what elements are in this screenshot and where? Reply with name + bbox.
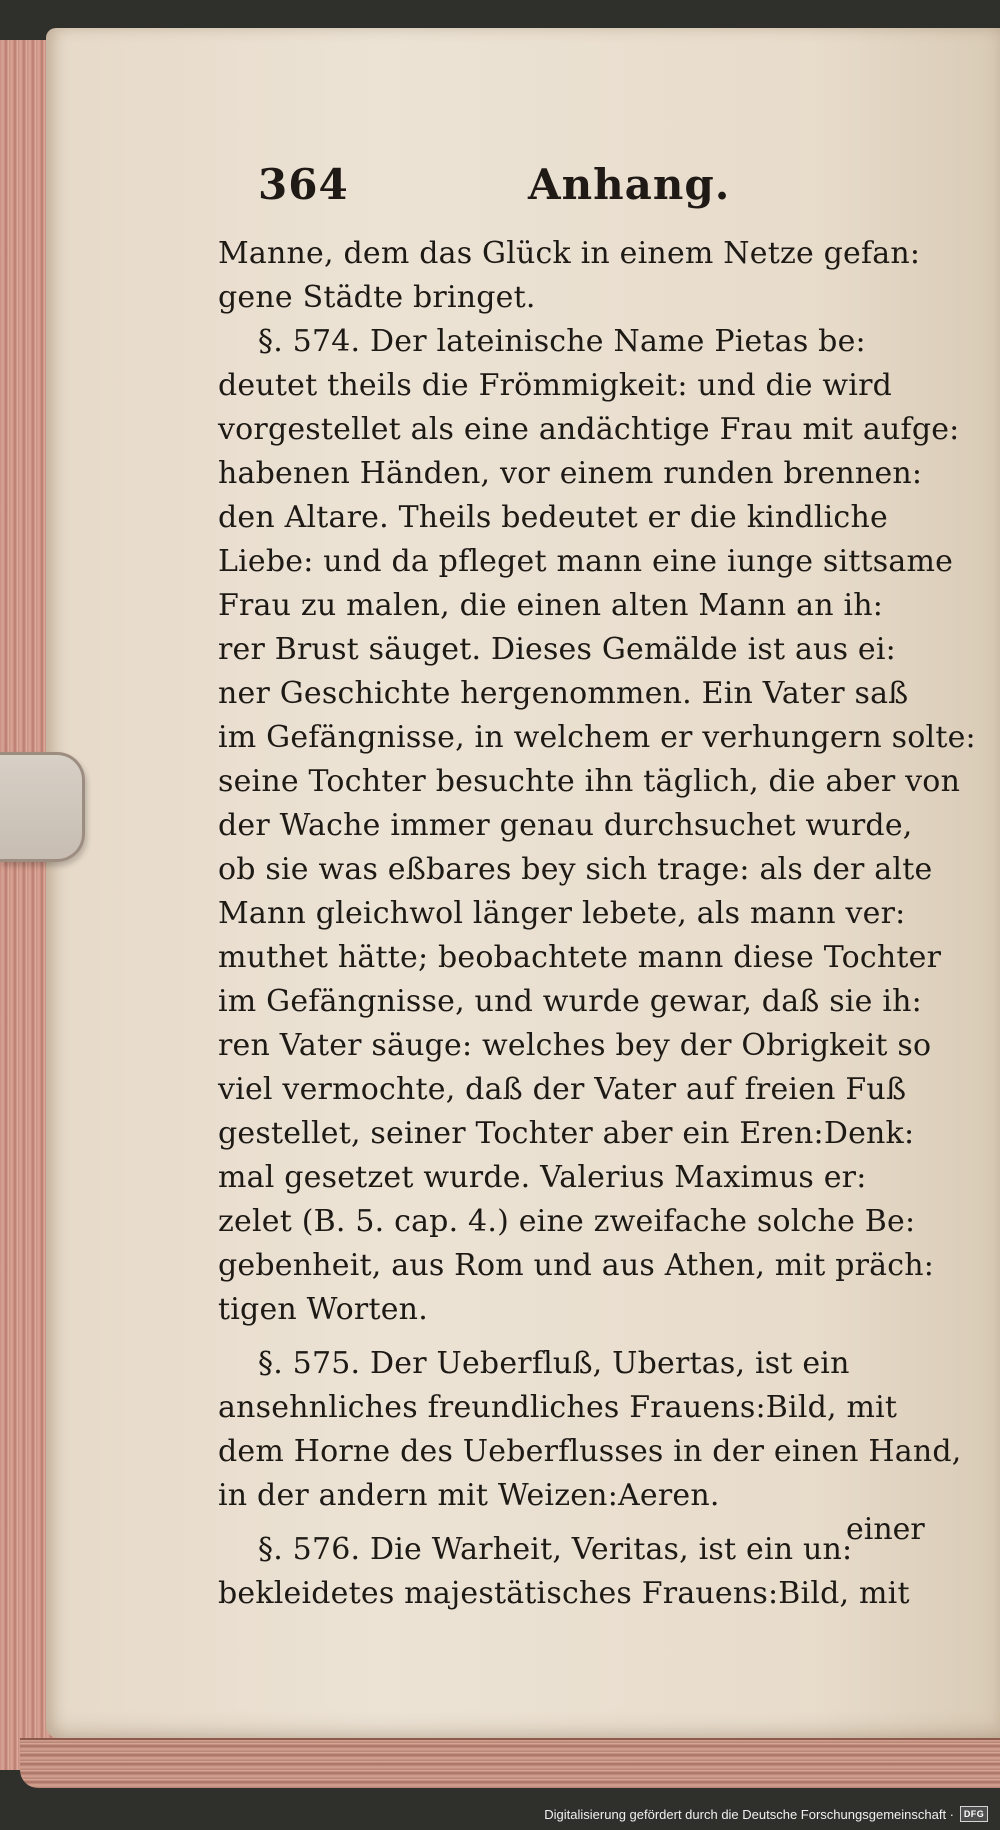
book-bottom-edge: [20, 1738, 1000, 1788]
bookmark-tab: [0, 752, 85, 862]
text-line: Mann gleichwol länger lebete, als mann ver:: [218, 896, 906, 931]
text-line: in der andern mit Weizen:Aeren.: [218, 1478, 720, 1513]
text-line: zelet (B. 5. cap. 4.) eine zweifache solche Be:: [218, 1204, 916, 1239]
text-line: Liebe: und da pfleget mann eine iunge sittsame: [218, 544, 954, 579]
text-line: vorgestellet als eine andächtige Frau mit aufge:: [218, 412, 960, 447]
text-line: Frau zu malen, die einen alten Mann an ih:: [218, 588, 884, 623]
text-line: seine Tochter besuchte ihn täglich, die aber von: [218, 764, 961, 799]
text-line: ansehnliches freundliches Frauens:Bild, mit: [218, 1390, 898, 1425]
digitization-credit: Digitalisierung gefördert durch die Deutsche Forschungsgemeinschaft ·: [544, 1806, 954, 1822]
dfg-logo-icon: DFG: [960, 1806, 988, 1822]
text-line: tigen Worten.: [218, 1292, 428, 1327]
text-line: muthet hätte; beobachtete mann diese Tochter: [218, 940, 942, 975]
text-line: gebenheit, aus Rom und aus Athen, mit präch:: [218, 1248, 935, 1283]
text-line: ner Geschichte hergenommen. Ein Vater saß: [218, 676, 909, 711]
page-number: 364: [258, 160, 349, 209]
text-line: mal gesetzet wurde. Valerius Maximus er:: [218, 1160, 867, 1195]
text-line: ren Vater säuge: welches bey der Obrigkeit so: [218, 1028, 932, 1063]
text-line: viel vermochte, daß der Vater auf freien Fuß: [218, 1072, 907, 1107]
catchword: einer: [846, 1512, 925, 1547]
text-line: habenen Händen, vor einem runden brennen:: [218, 456, 923, 491]
text-line: gene Städte bringet.: [218, 280, 536, 315]
text-line: deutet theils die Frömmigkeit: und die wird: [218, 368, 893, 403]
text-line: der Wache immer genau durchsuchet wurde,: [218, 808, 913, 843]
page-header: [258, 160, 898, 222]
text-line: den Altare. Theils bedeutet er die kindliche: [218, 500, 888, 535]
text-line: §. 575. Der Ueberfluß, Ubertas, ist ein: [258, 1346, 850, 1381]
text-line: gestellet, seiner Tochter aber ein Eren:Denk:: [218, 1116, 915, 1151]
text-line: rer Brust säuget. Dieses Gemälde ist aus ei:: [218, 632, 896, 667]
text-line: ob sie was eßbares bey sich trage: als der alte: [218, 852, 933, 887]
text-line: dem Horne des Ueberflusses in der einen Hand,: [218, 1434, 962, 1469]
text-line: im Gefängnisse, in welchem er verhungern solte:: [218, 720, 976, 755]
text-line: §. 574. Der lateinische Name Pietas be:: [258, 324, 866, 359]
text-line: bekleidetes majestätisches Frauens:Bild, mit: [218, 1576, 910, 1611]
text-line: im Gefängnisse, und wurde gewar, daß sie ih:: [218, 984, 922, 1019]
digitization-footer: [544, 1806, 988, 1822]
text-line: Manne, dem das Glück in einem Netze gefan:: [218, 236, 921, 271]
text-line: §. 576. Die Warheit, Veritas, ist ein un:: [258, 1532, 853, 1567]
running-head: Anhang.: [528, 160, 731, 209]
